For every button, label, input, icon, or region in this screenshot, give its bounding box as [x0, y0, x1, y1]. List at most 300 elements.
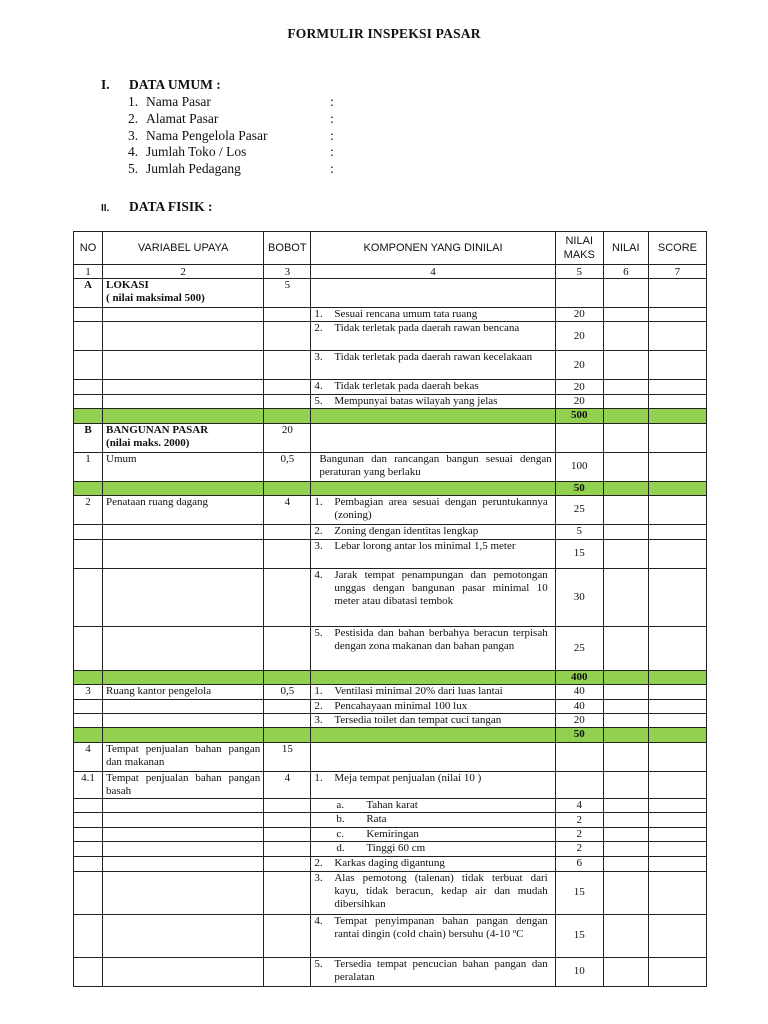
score-cell[interactable]: [648, 423, 706, 452]
header-number-row: [74, 265, 707, 279]
bobot-cell: [264, 828, 311, 842]
bobot-cell: [264, 351, 311, 380]
subtotal-row: [74, 409, 707, 423]
bobot-cell: 4: [264, 495, 311, 524]
item-number: 2.: [314, 322, 323, 335]
item-label: Jumlah Toko / Los: [146, 144, 247, 160]
score-cell[interactable]: [648, 700, 706, 714]
nilai-cell[interactable]: [603, 308, 648, 322]
komponen-cell: [311, 742, 555, 771]
nilai-maks-cell: [555, 279, 603, 308]
bobot-cell: [264, 714, 311, 728]
no-cell: 4: [74, 742, 103, 771]
nilai-cell[interactable]: [603, 771, 648, 798]
sub-item-letter: d.: [336, 842, 345, 855]
komponen-cell: [311, 481, 555, 495]
no-cell: [74, 728, 103, 742]
score-cell: [648, 728, 706, 742]
score-cell[interactable]: [648, 495, 706, 524]
variabel-cell: [103, 481, 264, 495]
list-item: [128, 127, 334, 145]
komponen-text: Mempunyai batas wilayah yang jelas: [334, 395, 498, 408]
score-cell[interactable]: [648, 828, 706, 842]
nilai-cell[interactable]: [603, 714, 648, 728]
komponen-cell: Bangunan dan rancangan bangun sesuai dengan peraturan yang berlaku: [311, 452, 555, 481]
komponen-cell: [311, 957, 555, 986]
bobot-cell: [264, 957, 311, 986]
sub-item-letter: b.: [336, 813, 345, 826]
komponen-cell: [311, 813, 555, 828]
bobot-cell: 20: [264, 423, 311, 452]
item-number: 5.: [314, 626, 323, 639]
score-cell[interactable]: [648, 914, 706, 957]
item-number: 3.: [314, 539, 323, 552]
variabel-cell: [103, 728, 264, 742]
komponen-cell: [311, 380, 555, 395]
nilai-cell[interactable]: [603, 685, 648, 700]
komponen-text: Tersedia toilet dan tempat cuci tangan: [334, 714, 502, 727]
nilai-maks-cell: 40: [555, 685, 603, 700]
score-cell[interactable]: [648, 380, 706, 395]
variabel-name: BANGUNAN PASAR: [106, 423, 209, 436]
score-cell[interactable]: [648, 568, 706, 626]
komponen-text: Tersedia tempat pencucian bahan pangan dan peralatan: [334, 957, 548, 983]
bobot-cell: 0,5: [264, 685, 311, 700]
variabel-cell: [103, 813, 264, 828]
nilai-maks-cell: 25: [555, 626, 603, 670]
header-row: [74, 232, 707, 265]
bobot-cell: [264, 670, 311, 684]
table-row: [74, 685, 707, 700]
komponen-text: Lebar lorong antar los minimal 1,5 meter: [334, 539, 516, 552]
nilai-cell[interactable]: [603, 351, 648, 380]
bobot-cell: [264, 380, 311, 395]
item-number: 2.: [314, 856, 323, 869]
subtotal-value: 50: [555, 481, 603, 495]
komponen-text: Ventilasi minimal 20% dari luas lantai: [334, 685, 503, 698]
bobot-cell: [264, 409, 311, 423]
variabel-cell: Tempat penjualan bahan pangan basah: [103, 771, 264, 798]
komponen-text: Zoning dengan identitas lengkap: [334, 524, 479, 537]
header-no: NO: [74, 232, 103, 265]
komponen-cell: [311, 799, 555, 813]
nilai-maks-cell: 20: [555, 351, 603, 380]
score-cell: [648, 670, 706, 684]
score-cell[interactable]: [648, 856, 706, 871]
komponen-text: Pembagian area sesuai dengan peruntukannya (zoning): [334, 495, 548, 522]
nilai-cell[interactable]: [603, 799, 648, 813]
section-number: I.: [101, 77, 110, 92]
list-item: [128, 110, 334, 128]
inspection-table: [73, 231, 707, 987]
score-cell[interactable]: [648, 539, 706, 568]
no-cell: [74, 380, 103, 395]
score-cell[interactable]: [648, 308, 706, 322]
komponen-cell: [311, 856, 555, 871]
item-number: 3.: [128, 127, 139, 143]
subtotal-row: [74, 481, 707, 495]
komponen-cell: [311, 351, 555, 380]
no-cell: [74, 856, 103, 871]
column-number: 6: [603, 265, 648, 279]
no-cell: 1: [74, 452, 103, 481]
variabel-cell: [103, 351, 264, 380]
variabel-cell: [103, 700, 264, 714]
no-cell: [74, 322, 103, 351]
score-cell: [648, 409, 706, 423]
item-label: Nama Pasar: [146, 94, 211, 109]
nilai-maks-cell: 40: [555, 700, 603, 714]
bobot-cell: [264, 395, 311, 409]
variabel-name: LOKASI: [106, 279, 149, 291]
nilai-cell[interactable]: [603, 856, 648, 871]
column-number: 2: [103, 265, 264, 279]
item-number: 5.: [128, 161, 139, 177]
section-label: DATA FISIK :: [129, 199, 213, 214]
bobot-cell: 15: [264, 742, 311, 771]
komponen-text: Tidak terletak pada daerah rawan kecelakaan: [334, 351, 533, 364]
komponen-cell: [311, 568, 555, 626]
komponen-cell: [311, 308, 555, 322]
item-number: 4.: [314, 380, 323, 393]
table-row: [74, 856, 707, 871]
table-header: [74, 232, 707, 279]
variabel-cell: [103, 539, 264, 568]
header-variabel: VARIABEL UPAYA: [103, 232, 264, 265]
sub-item-letter: c.: [336, 828, 344, 841]
score-cell[interactable]: [648, 771, 706, 798]
score-cell[interactable]: [648, 395, 706, 409]
nilai-maks-cell: 20: [555, 308, 603, 322]
table-row: [74, 957, 707, 986]
variabel-cell: [103, 524, 264, 539]
item-label: Alamat Pasar: [146, 110, 219, 126]
header-komponen: KOMPONEN YANG DINILAI: [311, 232, 555, 265]
header-score: SCORE: [648, 232, 706, 265]
variabel-cell: [103, 856, 264, 871]
variabel-cell: [103, 626, 264, 670]
no-cell: B: [74, 423, 103, 452]
item-colon: :: [330, 127, 334, 143]
bobot-cell: 5: [264, 279, 311, 308]
variabel-cell: [103, 279, 264, 308]
komponen-text: Meja tempat penjualan (nilai 10 ): [334, 771, 482, 784]
no-cell: [74, 700, 103, 714]
variabel-cell: [103, 871, 264, 914]
score-cell[interactable]: [648, 799, 706, 813]
no-cell: A: [74, 279, 103, 308]
komponen-text: Sesuai rencana umum tata ruang: [334, 308, 478, 320]
bobot-cell: [264, 308, 311, 322]
subtotal-value: 500: [555, 409, 603, 423]
header-nilai: NILAI: [603, 232, 648, 265]
section-heading-data-fisik: [101, 199, 213, 215]
item-number: 5.: [314, 957, 323, 970]
komponen-cell: [311, 409, 555, 423]
nilai-cell[interactable]: [603, 279, 648, 308]
variabel-cell: [103, 322, 264, 351]
no-cell: [74, 914, 103, 957]
nilai-maks-cell: 20: [555, 380, 603, 395]
komponen-text: Tinggi 60 cm: [366, 842, 426, 855]
nilai-cell[interactable]: [603, 395, 648, 409]
komponen-cell: [311, 871, 555, 914]
bobot-cell: [264, 914, 311, 957]
komponen-cell: [311, 728, 555, 742]
variabel-cell: [103, 914, 264, 957]
table-row: [74, 568, 707, 626]
item-colon: :: [330, 144, 334, 160]
item-label: Jumlah Pedagang: [146, 161, 241, 177]
table-row: [74, 423, 707, 452]
variabel-cell: [103, 380, 264, 395]
variabel-cell: [103, 714, 264, 728]
column-number: 3: [264, 265, 311, 279]
variabel-cell: [103, 799, 264, 813]
nilai-maks-cell: 20: [555, 714, 603, 728]
no-cell: [74, 539, 103, 568]
no-cell: [74, 799, 103, 813]
score-cell[interactable]: [648, 279, 706, 308]
sub-item-letter: a.: [336, 799, 344, 812]
komponen-cell: [311, 914, 555, 957]
nilai-cell[interactable]: [603, 842, 648, 856]
column-number: 7: [648, 265, 706, 279]
nilai-maks-cell: [555, 742, 603, 771]
score-cell[interactable]: [648, 322, 706, 351]
list-item: [128, 161, 334, 178]
variabel-cell: [103, 395, 264, 409]
komponen-cell: [311, 423, 555, 452]
score-cell[interactable]: [648, 524, 706, 539]
score-cell[interactable]: [648, 871, 706, 914]
komponen-cell: [311, 714, 555, 728]
score-cell[interactable]: [648, 742, 706, 771]
table-row: [74, 308, 707, 322]
item-colon: :: [330, 110, 334, 126]
variabel-cell: [103, 568, 264, 626]
section-label: DATA UMUM :: [129, 77, 221, 92]
no-cell: 4.1: [74, 771, 103, 798]
item-number: 5.: [314, 395, 323, 408]
item-number: 4.: [314, 914, 323, 927]
column-number: 4: [311, 265, 555, 279]
bobot-cell: [264, 481, 311, 495]
komponen-cell: [311, 279, 555, 308]
nilai-cell[interactable]: [603, 568, 648, 626]
nilai-maks-cell: 20: [555, 322, 603, 351]
bobot-cell: [264, 322, 311, 351]
score-cell[interactable]: [648, 685, 706, 700]
komponen-text: Pencahayaan minimal 100 lux: [334, 700, 468, 713]
table-row: [74, 799, 707, 813]
nilai-cell[interactable]: [603, 813, 648, 828]
variabel-cell: [103, 957, 264, 986]
table-row: [74, 700, 707, 714]
variabel-cell: [103, 308, 264, 322]
nilai-maks-cell: 2: [555, 813, 603, 828]
komponen-cell: [311, 495, 555, 524]
nilai-maks-cell: [555, 771, 603, 798]
subtotal-row: [74, 670, 707, 684]
section-number: II.: [101, 203, 110, 214]
variabel-cell: [103, 842, 264, 856]
item-number: 3.: [314, 351, 323, 364]
bobot-cell: [264, 524, 311, 539]
nilai-cell: [603, 409, 648, 423]
komponen-text: Alas pemotong (talenan) tidak terbuat dari kayu, tidak beracun, kedap air dan mudah dibersihkan: [334, 871, 548, 911]
score-cell[interactable]: [648, 452, 706, 481]
variabel-cell: [103, 423, 264, 452]
data-umum-list: [128, 94, 334, 178]
item-number: 2.: [314, 524, 323, 537]
no-cell: [74, 828, 103, 842]
komponen-text: Tidak terletak pada daerah bekas: [334, 380, 479, 393]
bobot-cell: [264, 568, 311, 626]
komponen-cell: [311, 700, 555, 714]
variabel-cell: Ruang kantor pengelola: [103, 685, 264, 700]
table-row: [74, 813, 707, 828]
no-cell: [74, 842, 103, 856]
table-row: [74, 452, 707, 481]
komponen-cell: [311, 842, 555, 856]
komponen-text: Rata: [366, 813, 387, 826]
item-number: 2.: [314, 700, 323, 713]
nilai-maks-cell: 100: [555, 452, 603, 481]
item-colon: :: [330, 161, 334, 177]
nilai-cell[interactable]: [603, 495, 648, 524]
nilai-cell[interactable]: [603, 871, 648, 914]
no-cell: [74, 871, 103, 914]
nilai-cell[interactable]: [603, 957, 648, 986]
nilai-maks-cell: 30: [555, 568, 603, 626]
bobot-cell: [264, 799, 311, 813]
nilai-cell[interactable]: [603, 914, 648, 957]
score-cell[interactable]: [648, 351, 706, 380]
variabel-cell: [103, 670, 264, 684]
bobot-cell: 4: [264, 771, 311, 798]
item-number: 3.: [314, 871, 323, 884]
nilai-maks-cell: 15: [555, 539, 603, 568]
subtotal-row: [74, 728, 707, 742]
no-cell: [74, 481, 103, 495]
table-row: [74, 495, 707, 524]
subtotal-value: 50: [555, 728, 603, 742]
no-cell: [74, 351, 103, 380]
table-row: [74, 279, 707, 308]
nilai-maks-cell: 15: [555, 914, 603, 957]
nilai-maks-cell: 6: [555, 856, 603, 871]
column-number: 5: [555, 265, 603, 279]
item-number: 1.: [314, 308, 323, 320]
nilai-cell[interactable]: [603, 700, 648, 714]
no-cell: [74, 524, 103, 539]
bobot-cell: [264, 626, 311, 670]
nilai-cell[interactable]: [603, 626, 648, 670]
header-nilai-maks: NILAI MAKS: [555, 232, 603, 265]
komponen-cell: [311, 771, 555, 798]
nilai-cell[interactable]: [603, 452, 648, 481]
komponen-cell: [311, 626, 555, 670]
komponen-text: Kemiringan: [366, 828, 419, 841]
nilai-cell[interactable]: [603, 524, 648, 539]
table-row: [74, 871, 707, 914]
bobot-cell: [264, 842, 311, 856]
nilai-cell[interactable]: [603, 380, 648, 395]
score-cell: [648, 481, 706, 495]
no-cell: [74, 409, 103, 423]
nilai-maks-cell: [555, 423, 603, 452]
table-row: [74, 742, 707, 771]
komponen-cell: [311, 685, 555, 700]
page-title: FORMULIR INSPEKSI PASAR: [287, 26, 481, 41]
nilai-maks-cell: 20: [555, 395, 603, 409]
nilai-cell[interactable]: [603, 742, 648, 771]
no-cell: [74, 714, 103, 728]
no-cell: [74, 626, 103, 670]
item-number: 1.: [314, 771, 323, 784]
table-row: [74, 842, 707, 856]
bobot-cell: 0,5: [264, 452, 311, 481]
score-cell[interactable]: [648, 813, 706, 828]
nilai-maks-cell: 4: [555, 799, 603, 813]
score-cell[interactable]: [648, 842, 706, 856]
table-row: [74, 914, 707, 957]
no-cell: 3: [74, 685, 103, 700]
no-cell: [74, 308, 103, 322]
item-number: 1.: [314, 685, 323, 698]
komponen-text: Tempat penyimpanan bahan pangan dengan rantai dingin (cold chain) bersuhu (4-10 ºC: [334, 914, 548, 940]
variabel-note: (nilai maks. 2000): [106, 436, 190, 449]
score-cell[interactable]: [648, 714, 706, 728]
section-heading-data-umum: [101, 77, 221, 93]
no-cell: [74, 395, 103, 409]
bobot-cell: [264, 871, 311, 914]
table-row: [74, 539, 707, 568]
nilai-maks-cell: 15: [555, 871, 603, 914]
table-body: [74, 279, 707, 987]
variabel-note: ( nilai maksimal 500): [106, 292, 205, 305]
komponen-cell: [311, 670, 555, 684]
nilai-maks-cell: 25: [555, 495, 603, 524]
variabel-cell: [103, 828, 264, 842]
list-item: [128, 144, 334, 161]
no-cell: [74, 568, 103, 626]
nilai-cell[interactable]: [603, 539, 648, 568]
komponen-cell: [311, 395, 555, 409]
no-cell: 2: [74, 495, 103, 524]
nilai-cell: [603, 670, 648, 684]
score-cell[interactable]: [648, 626, 706, 670]
bobot-cell: [264, 728, 311, 742]
list-item: [128, 94, 334, 111]
komponen-text: Tahan karat: [366, 799, 418, 812]
header-bobot: BOBOT: [264, 232, 311, 265]
nilai-maks-cell: 2: [555, 842, 603, 856]
bobot-cell: [264, 700, 311, 714]
score-cell[interactable]: [648, 957, 706, 986]
item-number: 4.: [314, 568, 323, 581]
table-row: [74, 771, 707, 798]
item-label: Nama Pengelola Pasar: [146, 127, 268, 143]
nilai-cell[interactable]: [603, 322, 648, 351]
item-number: 1.: [128, 94, 139, 109]
nilai-cell[interactable]: [603, 423, 648, 452]
bobot-cell: [264, 813, 311, 828]
bobot-cell: [264, 856, 311, 871]
nilai-cell[interactable]: [603, 828, 648, 842]
nilai-maks-cell: 10: [555, 957, 603, 986]
